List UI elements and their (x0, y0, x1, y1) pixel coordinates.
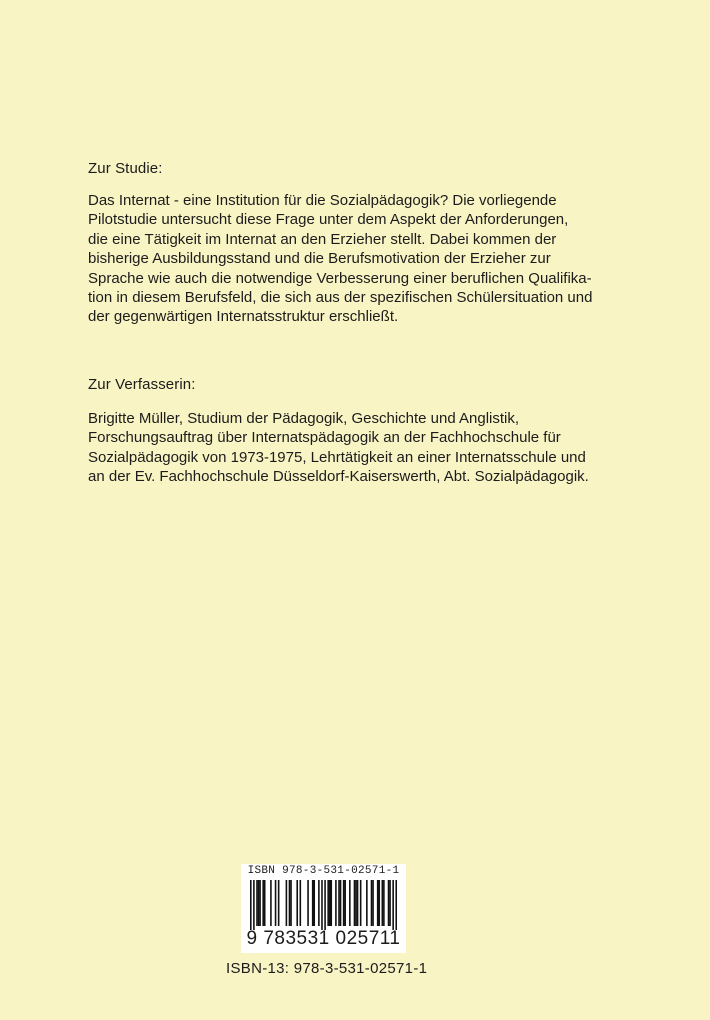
study-heading: Zur Studie: (88, 160, 163, 177)
study-line: Sprache wie auch die notwendige Verbesserung einer beruflichen Qualifika- (88, 269, 592, 287)
study-text (88, 191, 628, 327)
study-line: Das Internat - eine Institution für die Sozialpädagogik? Die vorliegende (88, 192, 557, 209)
barcode-bar (312, 880, 314, 926)
study-line: tion in diesem Berufsfeld, die sich aus der spezifischen Schülersituation und (88, 289, 593, 307)
barcode-bar (338, 880, 340, 926)
barcode-bar (371, 880, 373, 926)
barcode-bar (343, 880, 345, 926)
barcode-bar (289, 880, 291, 926)
barcode-bar (382, 880, 384, 926)
barcode-bar (318, 880, 320, 926)
barcode-bar (354, 880, 356, 926)
barcode-isbn-text: ISBN 978-3-531-02571-1 (247, 865, 400, 877)
barcode-bar (258, 880, 260, 926)
barcode-bar (275, 880, 277, 926)
author-line: Forschungsauftrag über Internatspädagogik an der Fachhochschule für (88, 429, 561, 447)
barcode-bar (357, 880, 359, 926)
barcode-bar (377, 880, 379, 926)
barcode-guard-bar (395, 880, 397, 930)
study-line: der gegenwärtigen Internatsstruktur erschließt. (88, 308, 399, 326)
author-line: an der Ev. Fachhochschule Düsseldorf-Kaiserswerth, Abt. Sozialpädagogik. (88, 468, 589, 486)
barcode-bar (383, 880, 385, 926)
study-line: bisherige Ausbildungsstand und die Berufsmotivation der Erzieher zur (88, 250, 551, 268)
barcode-bar (270, 880, 272, 926)
author-line: Sozialpädagogik von 1973-1975, Lehrtätigkeit an einer Internatsschule und (88, 448, 586, 466)
barcode-bar (264, 880, 266, 926)
study-section (88, 160, 628, 327)
barcode-bar (355, 880, 357, 926)
barcode-guard-bar (250, 880, 252, 930)
author-text (88, 409, 628, 487)
barcode-bar (360, 880, 362, 926)
barcode-bar (259, 880, 261, 926)
barcode-bar (290, 880, 292, 926)
barcode-bar (307, 880, 309, 926)
study-line: die eine Tätigkeit im Internat an den Erzieher stellt. Dabei kommen der (88, 230, 557, 248)
barcode-bar (278, 880, 280, 926)
barcode-bar (378, 880, 380, 926)
isbn-footer: ISBN-13: 978-3-531-02571-1 (226, 960, 428, 977)
barcode-bar (389, 880, 391, 926)
barcode-bar (340, 880, 342, 926)
barcode-bars (250, 880, 397, 930)
barcode-bar (335, 880, 337, 926)
barcode-bar (327, 880, 329, 926)
barcode-bar (313, 880, 315, 926)
study-line: Pilotstudie untersucht diese Frage unter dem Aspekt der Anforderungen, (88, 211, 569, 229)
barcode-guard-bar (321, 880, 323, 930)
barcode-bar (300, 880, 302, 926)
barcode-digits: 9 783531 025711 (246, 928, 401, 949)
barcode-bar (366, 880, 368, 926)
barcode-label (241, 864, 406, 953)
barcode-guard-bar (392, 880, 394, 930)
barcode-bar (344, 880, 346, 926)
barcode-bar (372, 880, 374, 926)
barcode-guard-bar (324, 880, 326, 930)
barcode-bar (256, 880, 258, 926)
barcode-bar (329, 880, 331, 926)
barcode-bar (388, 880, 390, 926)
barcode-bar (286, 880, 288, 926)
barcode-bar (262, 880, 264, 926)
barcode-bar (349, 880, 351, 926)
barcode-bar (330, 880, 332, 926)
author-heading: Zur Verfasserin: (88, 376, 196, 393)
author-section (88, 376, 628, 487)
author-line: Brigitte Müller, Studium der Pädagogik, Geschichte und Anglistik, (88, 410, 520, 427)
barcode-bar (296, 880, 298, 926)
barcode-guard-bar (253, 880, 255, 930)
